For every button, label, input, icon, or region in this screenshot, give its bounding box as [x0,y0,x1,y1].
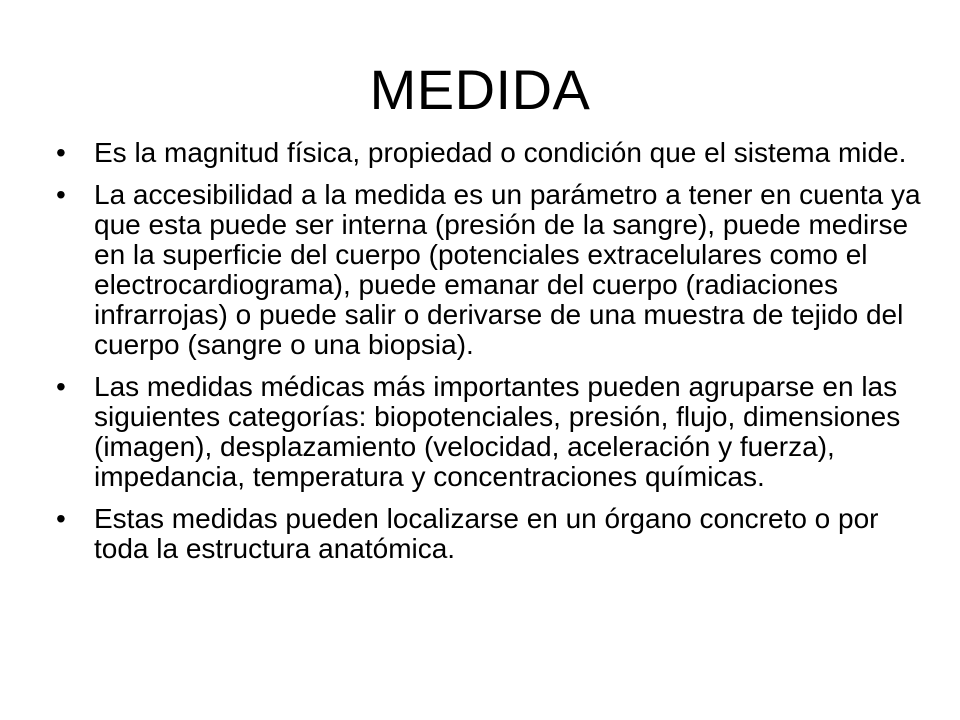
bullet-item [56,372,940,492]
bullet-dot-icon: • [56,137,66,168]
bullet-dot-icon: • [56,503,66,534]
bullet-text: Las medidas médicas más importantes pueden agruparse en las siguientes categorías: biopotenciales, presión, flujo, dimensiones (imagen), desplazamiento (velocidad, aceleración y fuerza), impedancia, temperatura y concentraciones químicas. [94,371,901,492]
bullet-item [56,138,940,168]
bullet-dot-icon: • [56,179,66,210]
bullet-text: Estas medidas pueden localizarse en un órgano concreto o por toda la estructura anatómica. [94,503,879,564]
bullet-item [56,504,940,564]
bullet-list [56,138,940,576]
bullet-item [56,180,940,360]
bullet-text: La accesibilidad a la medida es un parámetro a tener en cuenta ya que esta puede ser interna (presión de la sangre), puede medirse en la superficie del cuerpo (potenciales extracelulares como el electrocardiograma), puede emanar del cuerpo (radiaciones infrarrojas) o puede salir o derivarse de una muestra de tejido del cuerpo (sangre o una biopsia). [94,179,921,360]
slide-title: MEDIDA [369,58,591,121]
bullet-text: Es la magnitud física, propiedad o condición que el sistema mide. [94,137,907,168]
bullet-dot-icon: • [56,371,66,402]
